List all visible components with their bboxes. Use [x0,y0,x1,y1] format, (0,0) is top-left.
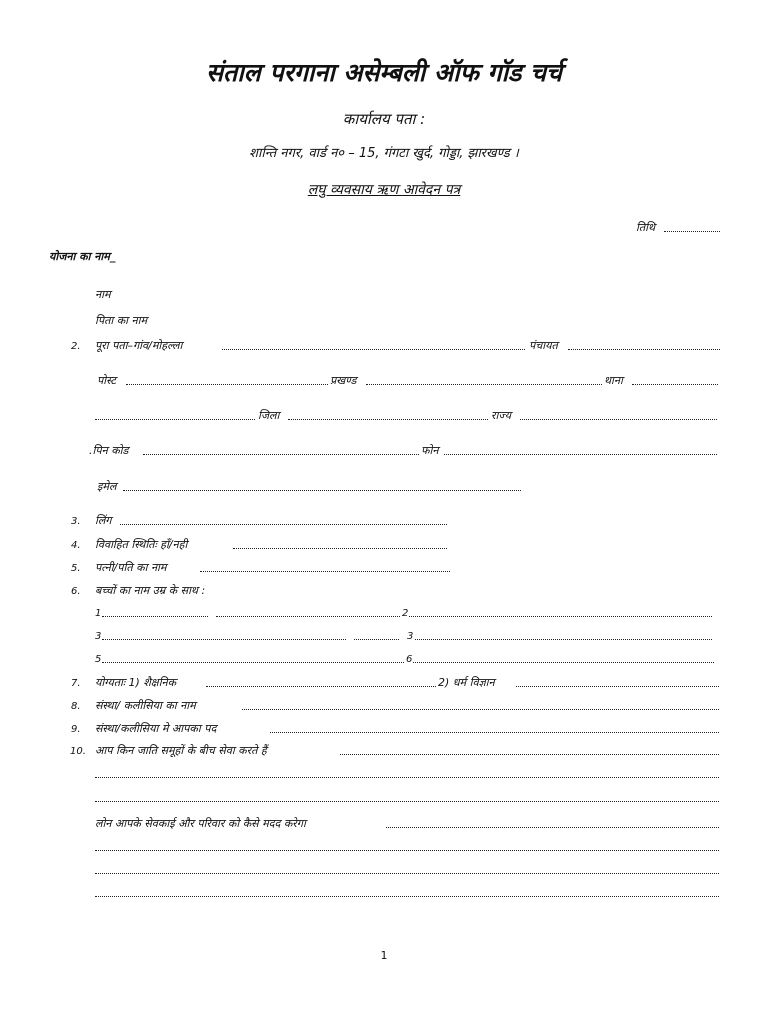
scheme-name-label: योजना का नाम_ [49,250,116,263]
item-number: 9. [71,724,81,735]
pin-code-field[interactable] [143,454,419,455]
theology-field[interactable] [516,686,719,687]
church-position-label: संस्था/कलीसिया मे आपका पद [95,722,217,735]
item-number: 10. [70,746,86,757]
district-label: जिला [258,409,280,422]
child-2-label: 2 [402,608,409,619]
loan-help-field[interactable] [386,827,719,828]
child-2-field[interactable] [409,616,712,617]
education-field[interactable] [206,686,436,687]
child-1-age-field[interactable] [216,616,400,617]
phone-field[interactable] [444,454,717,455]
loan-help-field-line-2[interactable] [95,850,719,851]
gender-field[interactable] [120,524,447,525]
theology-label: 2) धर्म विज्ञान [438,676,495,689]
child-3-age-field[interactable] [354,639,399,640]
loan-help-field-line-3[interactable] [95,873,719,874]
post-label: पोस्ट [97,374,116,387]
child-3-name-field[interactable] [102,639,346,640]
phone-label: फोन [421,444,439,457]
marital-status-field[interactable] [233,548,447,549]
state-label: राज्य [491,409,512,422]
block-field[interactable] [366,384,602,385]
child-6-field[interactable] [413,662,714,663]
loan-help-label: लोन आपके सेवकाई और परिवार को कैसे मदद करेगा [95,817,306,830]
caste-groups-field-line-3[interactable] [95,801,719,802]
address-village-label: पूरा पता–गांव/मोहल्ला [95,339,183,352]
area-field[interactable] [95,419,255,420]
marital-status-label: विवाहित स्थितिः हाँ/नही [95,538,188,551]
item-number: 3. [71,516,81,527]
caste-groups-field[interactable] [340,754,719,755]
date-field[interactable] [664,231,720,232]
state-field[interactable] [520,419,717,420]
block-label: प्रखण्ड [330,374,357,387]
child-3-label: 3 [95,631,102,642]
church-title: संताल परगाना असेम्बली ऑफ गॉड चर्च [206,58,562,87]
gender-label: लिंग [95,514,112,527]
church-position-field[interactable] [270,732,719,733]
caste-groups-label: आप किन जाति समूहों के बीच सेवा करते हैं [95,744,267,757]
education-label: योग्यताः 1) शैक्षनिक [95,676,177,689]
address-village-field[interactable] [222,349,525,350]
child-5-field[interactable] [102,662,404,663]
spouse-name-field[interactable] [200,571,450,572]
panchayat-label: पंचायत [529,339,558,352]
church-name-label: संस्था/ कलीसिया का नाम [95,699,196,712]
child-4-label: 3 [407,631,414,642]
father-name-label: पिता का नाम [95,314,148,327]
caste-groups-field-line-2[interactable] [95,777,719,778]
child-1-name-field[interactable] [102,616,208,617]
child-4-field[interactable] [415,639,712,640]
child-1-label: 1 [95,608,102,619]
church-name-field[interactable] [242,709,719,710]
child-6-label: 6 [406,654,413,665]
email-field[interactable] [123,490,521,491]
pin-code-label: .पिन कोड [89,444,129,457]
email-label: इमेल [97,480,117,493]
item-number: 2. [71,341,81,352]
item-number: 7. [71,678,81,689]
item-number: 5. [71,563,81,574]
thana-label: थाना [604,374,623,387]
spouse-name-label: पत्नी/पति का नाम [95,561,167,574]
child-5-label: 5 [95,654,102,665]
item-number: 4. [71,540,81,551]
district-field[interactable] [288,419,488,420]
form-title: लघु व्यवसाय ऋण आवेदन पत्र [307,182,461,198]
item-number: 6. [71,586,81,597]
thana-field[interactable] [632,384,718,385]
post-field[interactable] [126,384,328,385]
panchayat-field[interactable] [568,349,720,350]
item-number: 8. [71,701,81,712]
name-label: नाम [95,288,111,301]
office-address: शान्ति नगर, वार्ड न० – 15, गंगटा खुर्द, गोड्डा, झारखण्ड । [249,146,519,161]
loan-help-field-line-4[interactable] [95,896,719,897]
date-label: तिथि [636,221,655,234]
page-number: 1 [380,949,388,962]
office-address-label: कार्यालय पता : [342,110,426,128]
children-label: बच्चों का नाम उम्र के साथ : [95,584,206,597]
